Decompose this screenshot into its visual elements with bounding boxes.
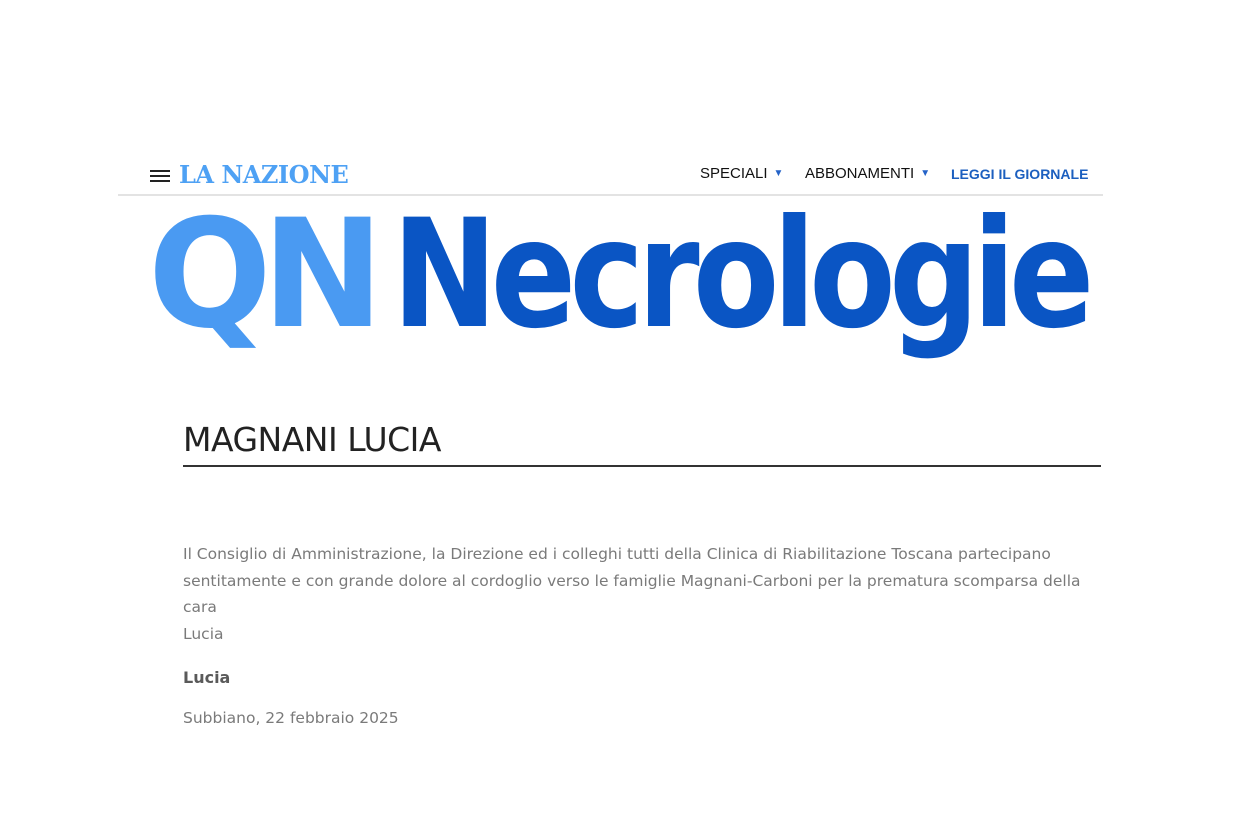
notice-line: Il Consiglio di Amministrazione, la Direzione ed i colleghi tutti della Clinica di Riabilitazione Toscana partecipano	[183, 545, 1051, 563]
masthead-section-title: Necrologie	[392, 188, 1088, 362]
nav-abbonamenti[interactable]	[805, 165, 930, 182]
notice-content	[183, 420, 1101, 727]
nav-abbonamenti-label: ABBONAMENTI	[805, 165, 915, 182]
notice-line: cara	[183, 598, 217, 616]
caret-down-icon: ▼	[920, 168, 931, 179]
notice-line: Lucia	[183, 624, 224, 643]
leggi-il-giornale-link[interactable]: LEGGI IL GIORNALE	[951, 166, 1089, 182]
qn-necrologie-masthead[interactable]	[148, 188, 1088, 362]
notice-line: sentitamente e con grande dolore al cordoglio verso le famiglie Magnani-Carboni per la prematura scomparsa della	[183, 571, 1081, 590]
notice-place-date: Subbiano, 22 febbraio 2025	[183, 709, 399, 727]
hamburger-menu-icon[interactable]	[150, 170, 170, 183]
notice-body	[183, 541, 1101, 647]
masthead-qn: QN	[148, 188, 375, 362]
caret-down-icon: ▼	[773, 168, 784, 179]
nav-speciali[interactable]	[700, 165, 783, 182]
la-nazione-logo[interactable]: LA NAZIONE	[179, 160, 349, 189]
nav-speciali-label: SPECIALI	[700, 165, 768, 182]
deceased-name-heading: MAGNANI LUCIA	[183, 420, 1101, 467]
notice-signature: Lucia	[183, 668, 231, 687]
